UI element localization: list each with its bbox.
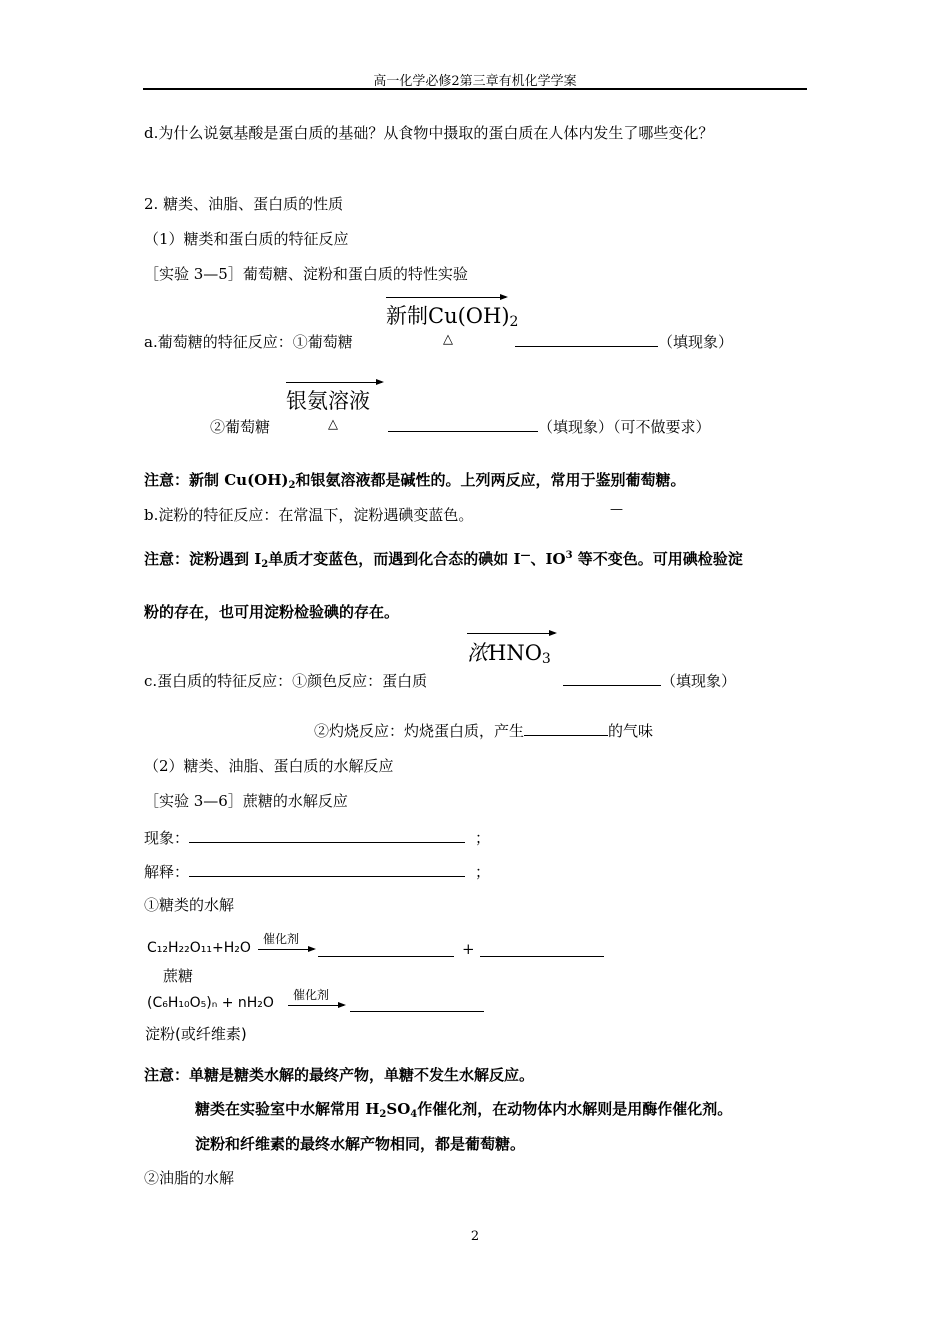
note-3-line1: 注意：单糖是糖类水解的最终产物，单糖不发生水解反应。 xyxy=(144,1066,535,1084)
note-text: 注意：新制 Cu(OH) xyxy=(144,471,289,489)
semicolon: ； xyxy=(475,863,491,881)
blank-product-2 xyxy=(480,944,604,957)
reagent-label: 新制 xyxy=(386,304,428,328)
note-2-line2: 粉的存在，也可用淀粉检验碘的存在。 xyxy=(144,603,400,621)
sucrose-label: 蔗糖 xyxy=(163,967,194,985)
equation-sucrose: C₁₂H₂₂O₁₁+H₂O xyxy=(147,940,251,956)
reaction-arrow xyxy=(258,949,314,950)
plus-sign: + xyxy=(462,940,475,958)
note-2 xyxy=(144,548,743,570)
blank-product-3 xyxy=(350,999,484,1012)
oil-hydrolysis-heading: ②油脂的水解 xyxy=(144,1169,235,1187)
subsection-2-heading: （2）糖类、油脂、蛋白质的水解反应 xyxy=(144,757,394,775)
subscript: 2 xyxy=(379,1109,387,1120)
note-text: 作催化剂，在动物体内水解则是用酶作催化剂。 xyxy=(417,1100,733,1118)
reagent-label: 浓 xyxy=(467,641,488,665)
fill-blank-a2 xyxy=(388,416,711,437)
question-d: d.为什么说氨基酸是蛋白质的基础？从食物中摄取的蛋白质在人体内发生了哪些变化？ xyxy=(144,124,714,142)
fill-blank-a1 xyxy=(515,331,733,352)
note-text: 、IO xyxy=(530,550,566,568)
reagent-subscript: 3 xyxy=(541,651,551,667)
reaction-arrow xyxy=(288,1005,344,1006)
blank-line xyxy=(189,864,465,877)
page-header: 高一化学必修2第三章有机化学学案 xyxy=(373,74,577,89)
superscript: — xyxy=(520,550,531,561)
experiment-3-6: ［实验 3—6］蔗糖的水解反应 xyxy=(144,792,348,810)
overbar-mark: — xyxy=(610,502,623,517)
phenomenon-line xyxy=(144,827,490,848)
reagent-subscript: 2 xyxy=(509,314,519,330)
field-label: 解释： xyxy=(144,863,190,881)
reagent-formula: Cu(OH) xyxy=(428,304,510,328)
line-text: ②灼烧反应：灼烧蛋白质，产生 xyxy=(314,722,525,740)
reaction-arrow xyxy=(286,382,382,383)
line-a: a.葡萄糖的特征反应：①葡萄糖 xyxy=(144,333,353,351)
note-text: SO xyxy=(386,1100,411,1118)
reagent-formula: HNO xyxy=(488,641,542,665)
note-3-line3: 淀粉和纤维素的最终水解产物相同，都是葡萄糖。 xyxy=(195,1135,526,1153)
fill-hint: （填现象） xyxy=(658,333,734,351)
catalyst-label: 催化剂 xyxy=(293,988,330,1002)
reagent-hno3 xyxy=(467,637,551,667)
subsection-1-heading: （1）糖类和蛋白质的特征反应 xyxy=(144,230,349,248)
starch-label: 淀粉(或纤维素) xyxy=(145,1025,247,1043)
experiment-3-5: ［实验 3—5］葡萄糖、淀粉和蛋白质的特性实验 xyxy=(144,265,468,283)
reagent-silver-ammonia: 银氨溶液 xyxy=(286,389,370,413)
subscript: 4 xyxy=(410,1109,418,1120)
delta-symbol: △ xyxy=(443,332,453,347)
note-text: 注意：淀粉遇到 I xyxy=(144,550,262,568)
blank-line xyxy=(515,334,658,347)
catalyst-label: 催化剂 xyxy=(263,932,300,946)
subscript: 2 xyxy=(261,559,269,570)
blank-line xyxy=(388,419,538,432)
note-text: 单质才变蓝色，而遇到化合态的碘如 I xyxy=(268,550,521,568)
page-number: 2 xyxy=(470,1229,480,1244)
reaction-arrow xyxy=(467,633,555,634)
fill-hint: （填现象） xyxy=(661,672,737,690)
line-text: 的气味 xyxy=(608,722,654,740)
delta-symbol: △ xyxy=(328,417,338,432)
equation-starch: (C₆H₁₀O₅)ₙ + nH₂O xyxy=(147,995,274,1011)
fill-hint: （填现象）（可不做要求） xyxy=(538,418,711,436)
sugar-hydrolysis-heading: ①糖类的水解 xyxy=(144,896,235,914)
line-c: c.蛋白质的特征反应：①颜色反应：蛋白质 xyxy=(144,672,428,690)
fill-blank-c1 xyxy=(563,670,736,691)
field-label: 现象： xyxy=(144,829,190,847)
blank-product-1 xyxy=(318,944,454,957)
blank-line xyxy=(563,673,661,686)
line-b: b.淀粉的特征反应：在常温下，淀粉遇碘变蓝色。 xyxy=(144,506,474,524)
section-2-heading: 2. 糖类、油脂、蛋白质的性质 xyxy=(144,195,344,213)
note-text: 和银氨溶液都是碱性的。上列两反应，常用于鉴别葡萄糖。 xyxy=(295,471,686,489)
note-text: 糖类在实验室中水解常用 H xyxy=(195,1100,380,1118)
header-rule xyxy=(143,88,807,90)
line-a2: ②葡萄糖 xyxy=(210,418,271,436)
note-1 xyxy=(144,469,686,491)
semicolon: ； xyxy=(475,829,491,847)
blank-line xyxy=(189,830,465,843)
reaction-arrow xyxy=(386,297,506,298)
reagent-cu-oh2 xyxy=(386,300,518,330)
superscript: 3 xyxy=(565,550,573,561)
line-c2 xyxy=(314,720,653,741)
explanation-line xyxy=(144,861,490,882)
note-text: 等不变色。可用碘检验淀 xyxy=(577,550,743,568)
note-3-line2 xyxy=(195,1098,732,1120)
blank-line xyxy=(524,723,608,736)
subscript: 2 xyxy=(288,480,296,491)
